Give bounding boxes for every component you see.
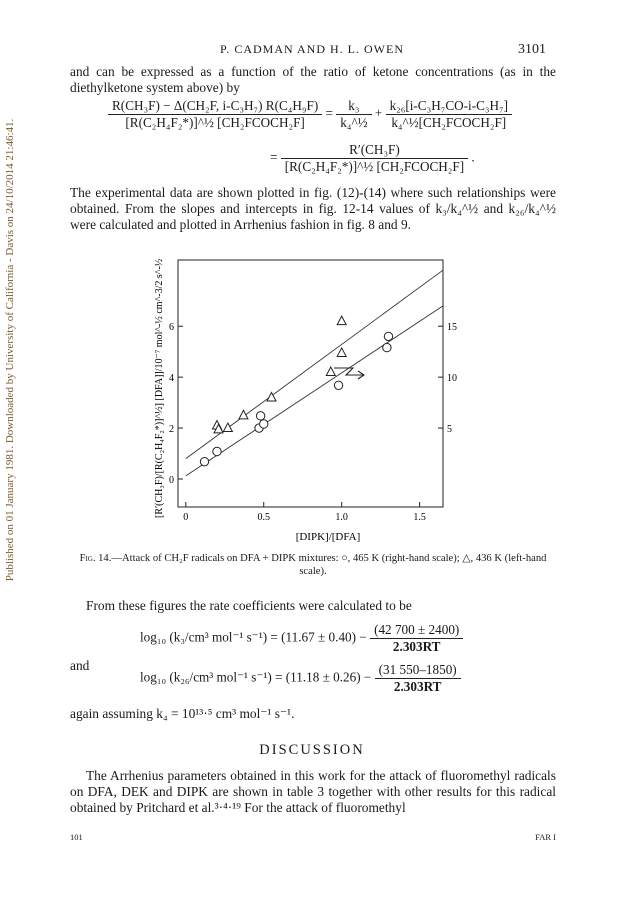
y-left-tick-label: 6 [169, 322, 174, 334]
assumption-line: again assuming k₄ = 10¹³·⁵ cm³ mol⁻¹ s⁻¹. [70, 706, 295, 721]
x-tick-label: 1.0 [335, 512, 348, 523]
circle-point [213, 447, 221, 455]
footer-right: FAR I [535, 832, 556, 842]
eq1-term2-fraction: $\frac{\text{k₂₆[i-C₃H₇CO-i-C₃H₇]}}{\text{k₄\textasciicircum{}½[CH₂FCOCH₂F]}}$ [386, 98, 512, 131]
download-side-note: Published on 01 January 1981. Downloaded by University of California - Davis on 24/10/2014 21:46:41. [4, 118, 16, 582]
y-left-tick-label: 0 [169, 474, 174, 486]
equation-1-rhs: = $\frac{\text{R′(CH₃F)}}{\text{[R(C₂H₄F₂*)]\textasciicircum{}½ [CH₂FCOCH₂F]}}$ . [270, 142, 475, 174]
figure-14-chart [140, 250, 470, 550]
triangle-point [337, 316, 346, 325]
circle-point [260, 420, 268, 428]
triangle-point [337, 348, 346, 357]
circle-point [334, 381, 342, 389]
intro-paragraph: and can be expressed as a function of the ratio of ketone concentrations (as in the diethylketone system above) by [70, 64, 556, 95]
x-axis-label: [DIPK]/[DFA] [295, 531, 361, 543]
equation-2: log₁₀ (k₃/cm³ mol⁻¹ s⁻¹) = (11.67 ± 0.40) − $\frac{(42 700 \pm 2400)}{2.303RT}$ [140, 622, 560, 655]
eq1-lhs-fraction: $\frac{\text{R(CH₃F) − Δ(CH₂F, i-C₃H₇) R(C₄H₉F)}}{\text{[R(C₂H₄F₂*)]\textasciicircum{}½ [CH₂FCOCH₂F]}}$ [108, 98, 322, 131]
x-tick-label: 1.5 [413, 512, 426, 523]
data-markers [200, 316, 392, 466]
fit-lines [186, 270, 443, 476]
eq3-fraction: $\frac{(31 550-1850)}{2.303RT}$ [375, 662, 461, 695]
tick-labels [169, 322, 457, 523]
arrow-annotation [334, 368, 364, 379]
plot-frame [178, 260, 443, 507]
discussion-paragraph: The Arrhenius parameters obtained in this work for the attack of fluoromethyl radicals on DFA, DEK and DIPK are shown in table 3 together with other results for this radical obtained by Pritchard et al.³·⁴·¹⁹ For the attack of fluoromethyl [70, 768, 556, 815]
y-left-tick-label: 4 [169, 373, 174, 385]
x-tick-label: 0.5 [257, 512, 270, 523]
rate-coefficient-paragraph: From these figures the rate coefficients were calculated to be [86, 598, 412, 613]
y-right-tick-label: 10 [447, 373, 457, 385]
circle-fit-line [186, 306, 443, 476]
discussion-heading: DISCUSSION [259, 742, 365, 758]
and-word: and [70, 658, 90, 673]
x-tick-label: 0 [183, 512, 189, 523]
circle-point [200, 457, 208, 465]
page-number: 3101 [518, 42, 546, 57]
equation-3: log₁₀ (k₂₆/cm³ mol⁻¹ s⁻¹) = (11.18 ± 0.26) − $\frac{(31 550-1850)}{2.303RT}$ [140, 662, 560, 695]
triangle-point [326, 367, 335, 376]
triangle-point [223, 423, 232, 432]
y-right-tick-label: 15 [447, 322, 457, 334]
circle-point [384, 332, 392, 340]
running-header-authors: P. CADMAN AND H. L. OWEN [219, 42, 404, 56]
eq1-term1-fraction: $\frac{\text{k₃}}{\text{k₄\textasciicircum{}½}}$ [336, 98, 371, 131]
y-right-tick-label: 5 [447, 424, 452, 436]
axis-ticks [178, 326, 443, 507]
eq1-rhs-fraction: $\frac{\text{R′(CH₃F)}}{\text{[R(C₂H₄F₂*)]\textasciicircum{}½ [CH₂FCOCH₂F]}}$ [281, 142, 468, 175]
figure-caption: Fig. 14.—Attack of CH₂F radicals on DFA + DIPK mixtures: ○, 465 K (right-hand scale); △, 436 K (left-hand scale). [79, 553, 547, 577]
y-left-tick-label: 2 [169, 424, 174, 436]
equation-1: $\frac{\text{R(CH₃F) − Δ(CH₂F, i-C₃H₇) R(C₄H₉F)}}{\text{[R(C₂H₄F₂*)]\textasciicircum{}½ [CH₂FCOCH₂F]}}$ = $\frac{\text{k₃}}{\text{k₄\textasciicircum{}½}}$ + $\frac{\text{k₂₆[i-C₃H₇CO-i-C₃H₇]}}{\text{k₄\textasciicircum{}½[CH₂FCOCH₂F]}}$ [108, 98, 556, 131]
eq2-fraction: $\frac{(42 700 \pm 2400)}{2.303RT}$ [370, 622, 463, 655]
circle-point [256, 412, 264, 420]
footer-left: 101 [70, 832, 83, 842]
data-paragraph: The experimental data are shown plotted in fig. (12)-(14) where such relationships were obtained. From the slopes and intercepts in fig. 12-14 values of k₃/k₄^½ and k₂₆/k₄^½ were calculated and plotted in Arrhenius fashion in fig. 8 and 9. [70, 185, 556, 232]
y-axis-label: [R′(CH₃F)/[R(C₂H₄F₂*)]^½] [DFA]]/10⁻⁷ mol^-½ cm^-3/2 s^-½ [154, 258, 165, 518]
circle-point [383, 343, 391, 351]
